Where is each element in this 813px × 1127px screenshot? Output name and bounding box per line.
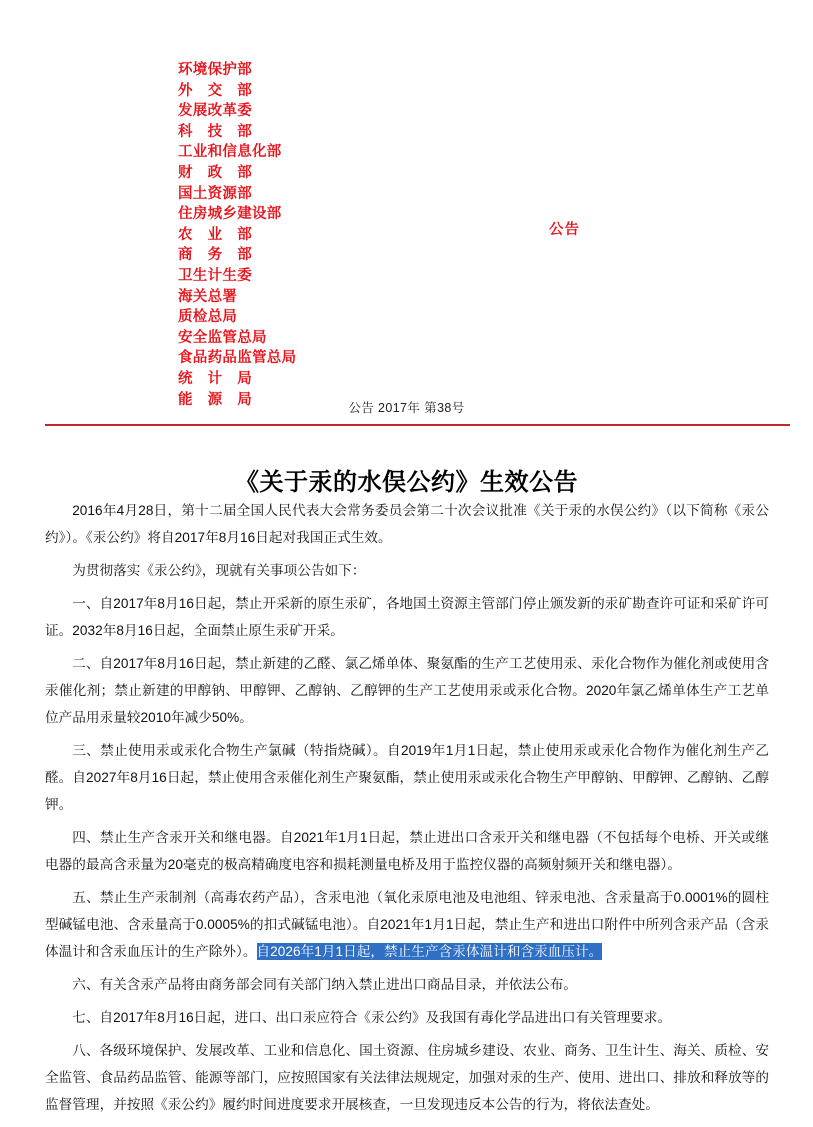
agency-item: 农 业 部 bbox=[178, 226, 252, 243]
issuing-agency-list bbox=[178, 60, 296, 410]
agency-item: 发展改革委 bbox=[178, 103, 252, 120]
paragraph-item-2: 二、自2017年8月16日起，禁止新建的乙醛、氯乙烯单体、聚氨酯的生产工艺使用汞、汞化合物作为催化剂或使用含汞催化剂；禁止新建的甲醇钠、甲醇钾、乙醇钠、乙醇钾的生产工艺使用汞或汞化合物。2020年氯乙烯单体生产工艺单位产品用汞量较2010年减少50%。 bbox=[45, 656, 769, 725]
agency-item: 商 务 部 bbox=[178, 247, 252, 264]
paragraph-item-1: 一、自2017年8月16日起，禁止开采新的原生汞矿，各地国土资源主管部门停止颁发新的汞矿勘查许可证和采矿许可证。2032年8月16日起，全面禁止原生汞矿开采。 bbox=[45, 596, 769, 638]
agency-item: 能 源 局 bbox=[178, 391, 252, 408]
paragraph-item-5 bbox=[45, 884, 769, 965]
agency-item: 质检总局 bbox=[178, 309, 238, 326]
agency-item: 海关总署 bbox=[178, 288, 238, 305]
agency-item: 环境保护部 bbox=[178, 62, 252, 78]
selected-text-highlight[interactable]: 自2026年1月1日起，禁止生产含汞体温计和含汞血压计。 bbox=[256, 944, 603, 959]
paragraph-item-5-text: 五、禁止生产汞制剂（高毒农药产品），含汞电池（氧化汞原电池及电池组、锌汞电池、含汞量高于0.0001%的圆柱型碱锰电池、含汞量高于0.0005%的扣式碱锰电池）。自2021年1月1日起，禁止生产和进出口附件中所列含汞产品（含汞体温计和含汞血压计的生产除外）。 bbox=[45, 890, 769, 959]
paragraph-intro-purpose: 为贯彻落实《汞公约》，现就有关事项公告如下： bbox=[72, 563, 366, 578]
paragraph-item-7: 七、自2017年8月16日起，进口、出口汞应符合《汞公约》及我国有毒化学品进出口有关管理要求。 bbox=[72, 1010, 672, 1025]
agency-item: 外 交 部 bbox=[178, 82, 252, 99]
agency-item: 工业和信息化部 bbox=[178, 144, 282, 161]
paragraph-item-8: 八、各级环境保护、发展改革、工业和信息化、国土资源、住房城乡建设、农业、商务、卫生计生、海关、质检、安全监管、食品药品监管、能源等部门，应按照国家有关法律法规规定，加强对汞的生产、使用、进出口、排放和释放等的监督管理，并按照《汞公约》履约时间进度要求开展核查，一旦发现违反本公告的行为，将依法查处。 bbox=[45, 1043, 769, 1112]
agency-item: 住房城乡建设部 bbox=[178, 206, 282, 223]
paragraph-item-6: 六、有关含汞产品将由商务部会同有关部门纳入禁止进出口商品目录，并依法公布。 bbox=[72, 977, 578, 992]
paragraph-intro-ratification: 2016年4月28日，第十二届全国人民代表大会常务委员会第二十次会议批准《关于汞的水俣公约》（以下简称《汞公约》）。《汞公约》将自2017年8月16日起对我国正式生效。 bbox=[45, 503, 769, 545]
agency-item: 国土资源部 bbox=[178, 185, 252, 202]
masthead-divider bbox=[45, 424, 790, 426]
agency-item: 卫生计生委 bbox=[178, 267, 252, 284]
document-number: 公告 2017年 第38号 bbox=[348, 401, 465, 415]
page-title: 《关于汞的水俣公约》生效公告 bbox=[235, 469, 578, 497]
agency-item: 统 计 局 bbox=[178, 370, 252, 387]
agency-item: 安全监管总局 bbox=[178, 329, 267, 346]
agency-item: 食品药品监管总局 bbox=[178, 350, 297, 367]
agency-item: 财 政 部 bbox=[178, 164, 252, 181]
paragraph-item-4: 四、禁止生产含汞开关和继电器。自2021年1月1日起，禁止进出口含汞开关和继电器（不包括每个电桥、开关或继电器的最高含汞量为20毫克的极高精确度电容和损耗测量电桥及用于监控仪器的高频射频开关和继电器）。 bbox=[45, 830, 769, 872]
paragraph-item-3: 三、禁止使用汞或汞化合物生产氯碱（特指烧碱）。自2019年1月1日起，禁止使用汞或汞化合物作为催化剂生产乙醛。自2027年8月16日起，禁止使用含汞催化剂生产聚氨酯，禁止使用汞或汞化合物生产甲醇钠、甲醇钾、乙醇钠、乙醇钾。 bbox=[45, 743, 769, 812]
announcement-label: 公告 bbox=[549, 222, 580, 238]
agency-item: 科 技 部 bbox=[178, 123, 252, 140]
document-body bbox=[45, 497, 769, 1124]
